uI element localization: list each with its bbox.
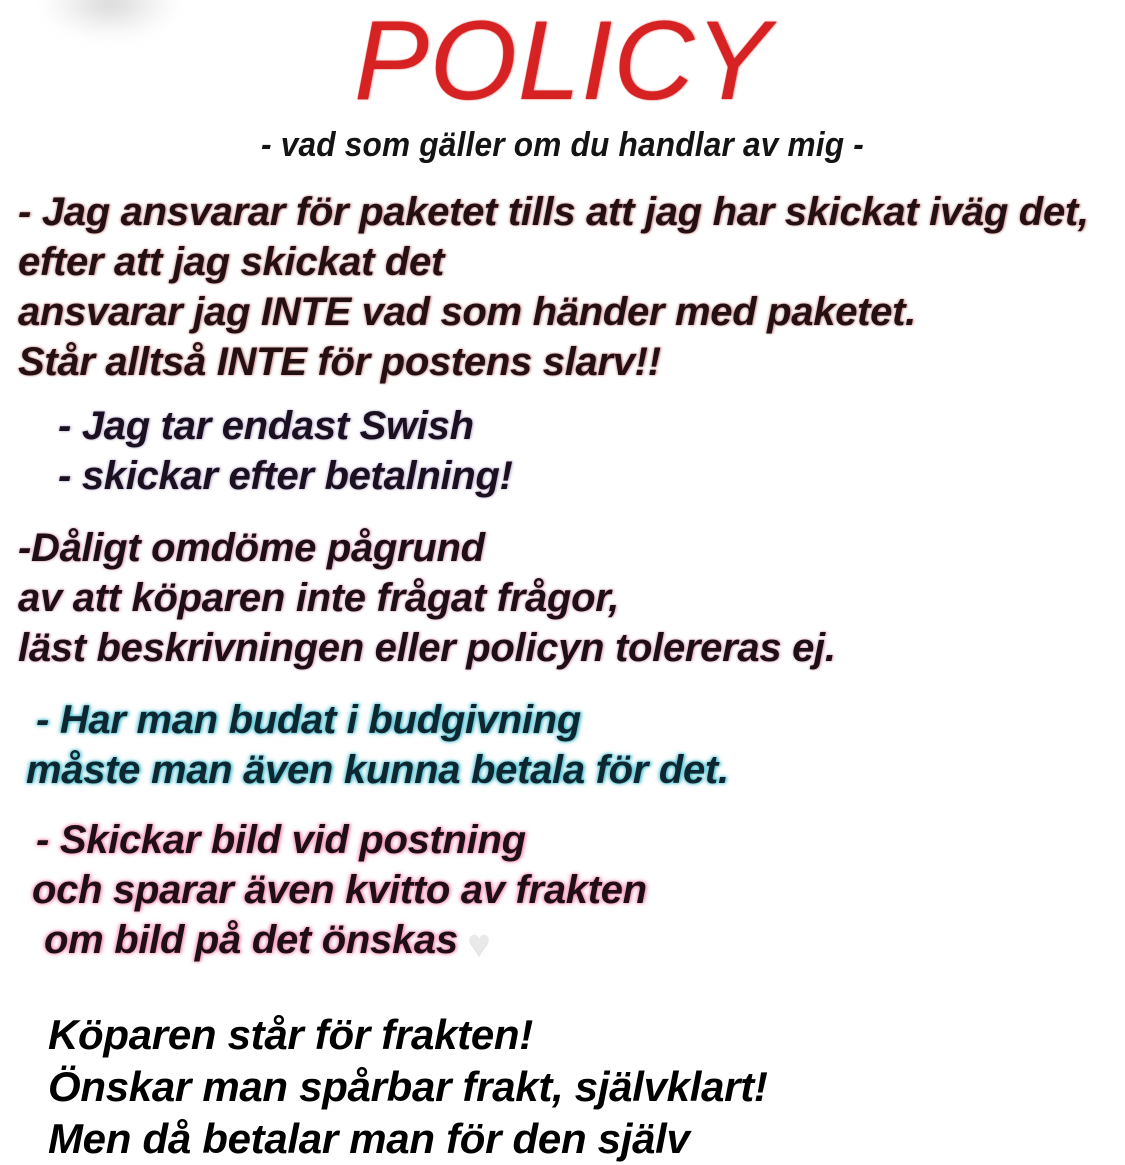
policy-line: - Jag tar endast Swish	[58, 404, 474, 449]
page-subtitle: - vad som gäller om du handlar av mig -	[261, 126, 864, 165]
policy-line: efter att jag skickat det	[18, 240, 444, 285]
policy-line: Köparen står för frakten!	[48, 1011, 533, 1059]
policy-body	[0, 187, 1125, 1165]
policy-line: - Jag ansvarar för paketet tills att jag har skickat iväg det,	[18, 190, 1089, 235]
policy-line: - Har man budat i budgivning	[36, 698, 581, 743]
policy-block-responsibility	[18, 187, 1125, 387]
policy-line: måste man även kunna betala för det.	[26, 748, 729, 793]
policy-line: ansvarar jag INTE vad som händer med paketet.	[18, 290, 916, 335]
policy-block-proof-of-postage	[18, 815, 1125, 965]
policy-line: läst beskrivningen eller policyn tolereras ej.	[18, 626, 836, 671]
policy-line-with-heart	[18, 915, 1125, 965]
policy-line: av att köparen inte frågat frågor,	[18, 576, 620, 621]
policy-line: -Dåligt omdöme pågrund	[18, 526, 485, 571]
policy-block-bidding	[18, 695, 1125, 795]
policy-line: om bild på det önskas	[44, 918, 458, 963]
policy-line: Står alltså INTE för postens slarv!!	[18, 340, 661, 385]
poster-header	[0, 0, 1125, 165]
policy-block-payment	[18, 401, 1125, 501]
policy-block-shipping-cost	[18, 1009, 1125, 1165]
policy-line: - Skickar bild vid postning	[36, 818, 526, 863]
policy-line: Men då betalar man för den själv	[48, 1115, 690, 1163]
policy-block-feedback	[18, 523, 1125, 673]
page-title: POLICY	[354, 0, 771, 123]
white-heart-icon: ♥	[467, 923, 491, 966]
policy-line: Önskar man spårbar frakt, självklart!	[48, 1063, 768, 1111]
policy-line: och sparar även kvitto av frakten	[32, 868, 647, 913]
policy-line: - skickar efter betalning!	[58, 454, 513, 499]
